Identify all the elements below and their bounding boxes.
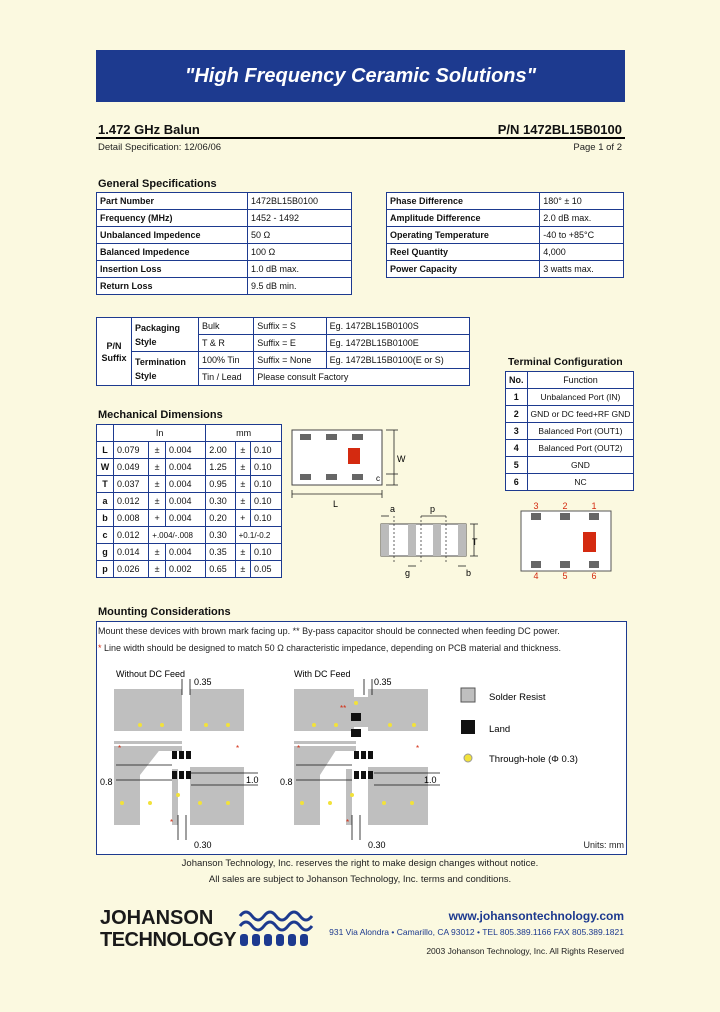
mech-pm: ±	[149, 561, 166, 578]
legend-label: Through-hole (Φ 0.3)	[489, 754, 578, 765]
mech-in-tol: 0.002	[165, 561, 205, 578]
packaging-style-label: Packaging Style	[132, 318, 199, 352]
pin-label: 5	[562, 571, 568, 581]
title-rule	[96, 137, 625, 139]
spec-row	[387, 227, 624, 244]
general-spec-left	[96, 192, 352, 295]
terminal-head-no: No.	[506, 372, 528, 389]
suffix-cell: Bulk	[199, 318, 254, 335]
mech-pm: ±	[149, 493, 166, 510]
mech-pm: ±	[235, 476, 250, 493]
terminal-no: 3	[506, 423, 528, 440]
dim-label-a: a	[390, 504, 396, 514]
without-dc-label: Without DC Feed	[116, 669, 186, 679]
terminal-diagram	[505, 497, 625, 583]
mech-row	[97, 510, 282, 527]
dim-030: 0.30	[194, 840, 212, 850]
mech-key: p	[97, 561, 114, 578]
terminal-function: GND	[527, 457, 634, 474]
suffix-cell: Eg. 1472BL15B0100(E or S)	[326, 352, 469, 369]
mech-row	[97, 561, 282, 578]
terminal-function: GND or DC feed+RF GND	[527, 406, 634, 423]
suffix-cell: Suffix = None	[254, 352, 326, 369]
spec-value: 100 Ω	[247, 244, 351, 261]
terminal-row	[506, 474, 634, 491]
layout-without-dc	[100, 677, 259, 850]
mech-mm: 0.65	[206, 561, 235, 578]
mech-row	[97, 442, 282, 459]
mech-key: L	[97, 442, 114, 459]
mech-mm-tol: 0.10	[251, 459, 282, 476]
pad-4	[531, 561, 541, 568]
pin-label: 4	[533, 571, 539, 581]
address: 931 Via Alondra • Camarillo, CA 93012 • TEL 805.389.1166 FAX 805.389.1821	[329, 927, 624, 937]
legend-label: Land	[489, 724, 511, 735]
suffix-cell: Suffix = E	[254, 335, 326, 352]
mech-mm-tol: 0.10	[251, 493, 282, 510]
spec-key: Unbalanced Impedence	[97, 227, 248, 244]
pad-1	[589, 513, 599, 520]
star-mark: *	[346, 818, 350, 827]
terminal-head	[506, 372, 634, 389]
spec-key: Return Loss	[97, 278, 248, 295]
mech-key: T	[97, 476, 114, 493]
footer-line-1: Johanson Technology, Inc. reserves the right to make design changes without notice.	[181, 858, 539, 869]
pin-label: 2	[562, 501, 568, 511]
terminal-no: 6	[506, 474, 528, 491]
pad	[300, 434, 311, 440]
spec-value: 9.5 dB min.	[247, 278, 351, 295]
mech-row	[97, 493, 282, 510]
mech-pm: ±	[149, 459, 166, 476]
mech-mm-tol: 0.10	[251, 476, 282, 493]
spec-row	[97, 193, 352, 210]
terminal-table	[505, 371, 634, 491]
mech-in: 0.012	[114, 493, 149, 510]
mounting-legend	[455, 684, 615, 774]
pad	[326, 474, 337, 480]
mech-in-tol: 0.004	[165, 476, 205, 493]
mech-mm: 0.30	[206, 493, 235, 510]
spec-value: 4,000	[540, 244, 624, 261]
spec-value: 2.0 dB max.	[540, 210, 624, 227]
mech-pm: ±	[235, 459, 250, 476]
mech-head-in: In	[114, 425, 206, 442]
part-number: P/N 1472BL15B0100	[497, 122, 622, 137]
mech-key: g	[97, 544, 114, 561]
mech-in: 0.008	[114, 510, 149, 527]
with-dc-label: With DC Feed	[294, 669, 351, 679]
terminal-no: 2	[506, 406, 528, 423]
layout-with-dc	[280, 677, 440, 850]
spec-date: Detail Specification: 12/06/06	[98, 142, 222, 153]
mech-mm: 0.20	[206, 510, 235, 527]
star-mark: *	[416, 744, 420, 753]
mech-in: 0.049	[114, 459, 149, 476]
mech-in-tol: 0.004	[165, 510, 205, 527]
spec-row	[387, 244, 624, 261]
page-number: Page 1 of 2	[573, 142, 622, 153]
mounting-note-1: Mount these devices with brown mark facing up. ** By-pass capacitor should be connected when feeding DC power.	[98, 626, 560, 636]
product-title: 1.472 GHz Balun	[98, 122, 200, 137]
terminal-no: 4	[506, 440, 528, 457]
spec-value: 50 Ω	[247, 227, 351, 244]
dim-08: 0.8	[280, 777, 293, 787]
mech-key: a	[97, 493, 114, 510]
website-link[interactable]: www.johansontechnology.com	[448, 909, 624, 923]
spec-row	[387, 210, 624, 227]
spec-key: Balanced Impedence	[97, 244, 248, 261]
mech-mm-tol: 0.10	[251, 442, 282, 459]
spec-key: Phase Difference	[387, 193, 540, 210]
mech-key: c	[97, 527, 114, 544]
orientation-mark	[348, 448, 360, 464]
dim-label-b: b	[466, 568, 472, 578]
mech-pm: ±	[149, 476, 166, 493]
spec-value: 180° ± 10	[540, 193, 624, 210]
terminal-row	[506, 406, 634, 423]
banner: "High Frequency Ceramic Solutions"	[96, 50, 625, 102]
spec-key: Power Capacity	[387, 261, 540, 278]
dim-label-c: c	[376, 474, 380, 483]
spec-value: 3 watts max.	[540, 261, 624, 278]
spec-key: Amplitude Difference	[387, 210, 540, 227]
mech-pm: ±	[149, 442, 166, 459]
mech-pm: ±	[235, 493, 250, 510]
dim-label-t: T	[472, 537, 478, 547]
copyright: 2003 Johanson Technology, Inc. All Rights Reserved	[426, 946, 624, 956]
pin-label: 6	[591, 571, 597, 581]
dim-08: 0.8	[100, 777, 113, 787]
note-star: *	[98, 643, 102, 653]
dim-10: 1.0	[424, 775, 437, 785]
legend-label: Solder Resist	[489, 692, 546, 703]
terminal-function: Balanced Port (OUT2)	[527, 440, 634, 457]
mech-row	[97, 544, 282, 561]
terminal-function: NC	[527, 474, 634, 491]
pad-2	[560, 513, 570, 520]
units-label: Units: mm	[583, 840, 624, 850]
mech-pm: ±	[235, 561, 250, 578]
dim-label-l: L	[333, 499, 339, 509]
dim-label-p: p	[430, 504, 436, 514]
mounting-note-2	[98, 643, 561, 653]
star-mark: *	[236, 744, 240, 753]
mech-title: Mechanical Dimensions	[98, 409, 223, 421]
mech-head-blank	[97, 425, 114, 442]
mech-in-tol: 0.004	[165, 544, 205, 561]
mech-mm-tol: 0.10	[251, 510, 282, 527]
suffix-table	[96, 317, 470, 386]
mech-pm: +	[149, 510, 166, 527]
general-title: General Specifications	[98, 178, 217, 190]
mech-mm: 2.00	[206, 442, 235, 459]
mech-table	[96, 424, 282, 578]
mech-key: W	[97, 459, 114, 476]
suffix-cell: Tin / Lead	[199, 369, 254, 386]
mech-in: 0.026	[114, 561, 149, 578]
terminal-row	[506, 440, 634, 457]
pad	[300, 474, 311, 480]
dim-label-g: g	[405, 568, 411, 578]
orientation-mark	[583, 532, 596, 552]
mech-mm: 1.25	[206, 459, 235, 476]
side-term	[458, 524, 466, 556]
logo-johanson: JOHANSON	[100, 907, 214, 929]
logo-technology: TECHNOLOGY	[100, 929, 237, 951]
bypass-mark: **	[340, 704, 347, 713]
pad	[352, 434, 363, 440]
solder-resist-swatch	[461, 688, 475, 702]
note-text: Line width should be designed to match 50 Ω characteristic impedance, depending on PCB material and thickness.	[101, 643, 562, 653]
dim-10: 1.0	[246, 775, 259, 785]
spec-row	[387, 261, 624, 278]
mounting-title: Mounting Considerations	[98, 606, 231, 618]
footer-line-2: All sales are subject to Johanson Technology, Inc. terms and conditions.	[208, 874, 512, 885]
spec-row	[387, 193, 624, 210]
spec-row	[97, 278, 352, 295]
mech-in-tol: 0.004	[165, 493, 205, 510]
mech-row	[97, 459, 282, 476]
star-mark: *	[170, 818, 174, 827]
mech-mm-tol: 0.05	[251, 561, 282, 578]
terminal-function: Balanced Port (OUT1)	[527, 423, 634, 440]
mech-drawing	[286, 424, 506, 584]
suffix-cell: Suffix = S	[254, 318, 326, 335]
mech-head-mm: mm	[206, 425, 282, 442]
suffix-cell: Eg. 1472BL15B0100S	[326, 318, 469, 335]
mech-in-tol: +.004/-.008	[149, 527, 206, 544]
mounting-drawings	[98, 665, 448, 853]
mech-in: 0.079	[114, 442, 149, 459]
pn-suffix-label: P/N Suffix	[97, 318, 132, 386]
dim-030: 0.30	[368, 840, 386, 850]
side-term	[381, 524, 389, 556]
mech-mm: 0.35	[206, 544, 235, 561]
dim-label-w: W	[397, 454, 406, 464]
mech-mm-tol: 0.10	[251, 544, 282, 561]
spec-value: 1452 - 1492	[247, 210, 351, 227]
mech-in-tol: 0.004	[165, 459, 205, 476]
mech-in: 0.014	[114, 544, 149, 561]
mech-in-tol: 0.004	[165, 442, 205, 459]
side-term	[433, 524, 441, 556]
spec-row	[97, 244, 352, 261]
spec-value: 1472BL15B0100	[247, 193, 351, 210]
pad-6	[589, 561, 599, 568]
pad	[352, 474, 363, 480]
suffix-cell: T & R	[199, 335, 254, 352]
terminal-no: 1	[506, 389, 528, 406]
termination-style-label: Termination Style	[132, 352, 199, 386]
dim-035: 0.35	[194, 677, 212, 687]
pad-3	[531, 513, 541, 520]
terminal-row	[506, 389, 634, 406]
terminal-head-func: Function	[527, 372, 634, 389]
mech-pm: ±	[235, 544, 250, 561]
terminal-row	[506, 457, 634, 474]
suffix-cell: Eg. 1472BL15B0100E	[326, 335, 469, 352]
pad	[326, 434, 337, 440]
mech-pm: +	[235, 510, 250, 527]
land-swatch	[461, 720, 475, 734]
mech-pm: ±	[235, 442, 250, 459]
through-hole-swatch	[464, 754, 472, 762]
terminal-row	[506, 423, 634, 440]
spec-key: Operating Temperature	[387, 227, 540, 244]
spec-value: 1.0 dB max.	[247, 261, 351, 278]
mech-mm: 0.95	[206, 476, 235, 493]
dim-035: 0.35	[374, 677, 392, 687]
terminal-no: 5	[506, 457, 528, 474]
star-mark: *	[297, 744, 301, 753]
star-mark: *	[118, 744, 122, 753]
general-spec-right	[386, 192, 624, 278]
mech-in: 0.012	[114, 527, 149, 544]
mech-mm-tol: +0.1/-0.2	[235, 527, 281, 544]
spec-row	[97, 261, 352, 278]
mech-row	[97, 527, 282, 544]
terminal-title: Terminal Configuration	[508, 356, 623, 368]
side-term	[408, 524, 416, 556]
pad-5	[560, 561, 570, 568]
mech-row	[97, 476, 282, 493]
terminal-function: Unbalanced Port (IN)	[527, 389, 634, 406]
pin-label: 3	[533, 501, 539, 511]
mech-mm: 0.30	[206, 527, 235, 544]
spec-key: Frequency (MHz)	[97, 210, 248, 227]
logo-mark	[236, 906, 320, 952]
spec-key: Insertion Loss	[97, 261, 248, 278]
mech-key: b	[97, 510, 114, 527]
pin-label: 1	[591, 501, 597, 511]
spec-row	[97, 227, 352, 244]
suffix-cell: Please consult Factory	[254, 369, 470, 386]
mech-in: 0.037	[114, 476, 149, 493]
spec-key: Reel Quantity	[387, 244, 540, 261]
mech-pm: ±	[149, 544, 166, 561]
spec-key: Part Number	[97, 193, 248, 210]
spec-value: -40 to +85°C	[540, 227, 624, 244]
spec-row	[97, 210, 352, 227]
suffix-cell: 100% Tin	[199, 352, 254, 369]
